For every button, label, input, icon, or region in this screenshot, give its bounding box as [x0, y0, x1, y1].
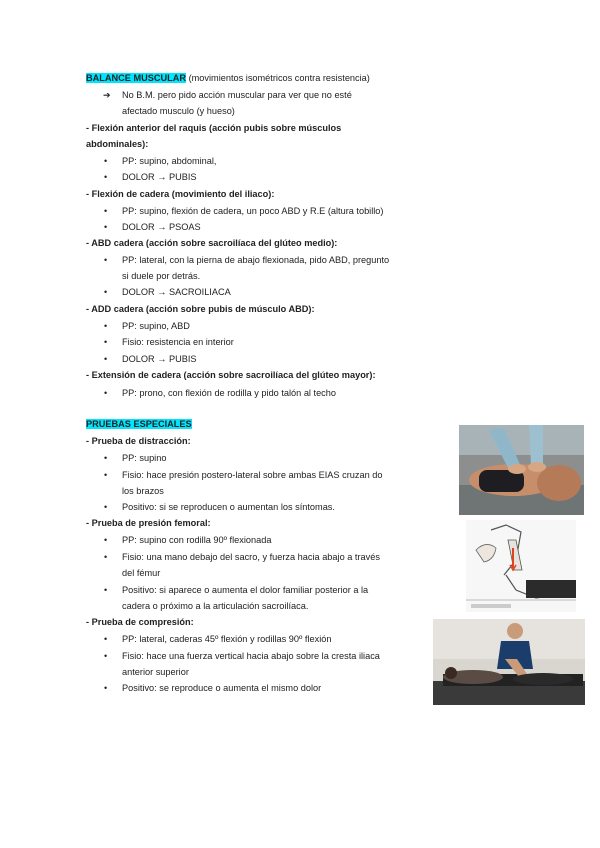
section-title: - Prueba de compresión: — [86, 617, 194, 627]
list-item: PP: supino — [122, 453, 167, 463]
arrow-item-line: afectado musculo (y hueso) — [122, 106, 235, 116]
bullet-icon: • — [104, 651, 108, 661]
bullet-icon: • — [104, 388, 108, 398]
list-item: cadera o próximo a la articulación sacroilíaca. — [122, 601, 309, 611]
list-item: DOLOR → SACROILIACA — [122, 287, 231, 297]
list-item: si duele por detrás. — [122, 271, 201, 281]
section-title: - Extensión de cadera (acción sobre sacroilíaca del glúteo mayor): — [86, 370, 376, 380]
bullet-icon: • — [104, 634, 108, 644]
section-title: - ABD cadera (acción sobre sacroilíaca del glúteo medio): — [86, 238, 338, 248]
list-item: del fémur — [122, 568, 161, 578]
list-item: PP: lateral, caderas 45º flexión y rodillas 90º flexión — [122, 634, 332, 644]
bullet-icon: • — [104, 453, 108, 463]
list-item: Fisio: hace presión postero-lateral sobre ambas EIAS cruzan do — [122, 470, 383, 480]
balance-heading-line — [86, 72, 370, 84]
pruebas-heading-line — [86, 418, 192, 430]
section-title: - ADD cadera (acción sobre pubis de músculo ABD): — [86, 304, 315, 314]
femoral-pressure-illustration — [466, 520, 576, 612]
distraction-test-photo — [459, 425, 584, 515]
compression-test-photo — [433, 619, 585, 705]
bullet-icon: • — [104, 535, 108, 545]
bullet-icon: • — [104, 552, 108, 562]
section-title: - Prueba de presión femoral: — [86, 518, 211, 528]
list-item: PP: supino, abdominal, — [122, 156, 217, 166]
list-item: los brazos — [122, 486, 164, 496]
list-item: anterior superior — [122, 667, 189, 677]
section-title: - Prueba de distracción: — [86, 436, 191, 446]
list-item: PP: supino con rodilla 90º flexionada — [122, 535, 272, 545]
bullet-icon: • — [104, 354, 108, 364]
bullet-icon: • — [104, 321, 108, 331]
list-item: Fisio: resistencia en interior — [122, 337, 234, 347]
bullet-icon: • — [104, 156, 108, 166]
bullet-icon: • — [104, 337, 108, 347]
list-item: Positivo: si se reproducen o aumentan los síntomas. — [122, 502, 335, 512]
list-item: PP: prono, con flexión de rodilla y pido talón al techo — [122, 388, 336, 398]
bullet-icon: • — [104, 683, 108, 693]
list-item: Fisio: una mano debajo del sacro, y fuerza hacia abajo a través — [122, 552, 380, 562]
list-item: DOLOR → PSOAS — [122, 222, 201, 232]
bullet-icon: • — [104, 287, 108, 297]
list-item: DOLOR → PUBIS — [122, 354, 197, 364]
balance-heading: BALANCE MUSCULAR — [86, 73, 187, 83]
bullet-icon: • — [104, 255, 108, 265]
bullet-icon: • — [104, 502, 108, 512]
list-item: PP: lateral, con la pierna de abajo flexionada, pido ABD, pregunto — [122, 255, 390, 265]
list-item: Fisio: hace una fuerza vertical hacia abajo sobre la cresta iliaca — [122, 651, 380, 661]
list-item: Positivo: si aparece o aumenta el dolor familiar posterior a la — [122, 585, 369, 595]
list-item: PP: supino, ABD — [122, 321, 190, 331]
balance-heading-note: (movimientos isométricos contra resistencia) — [186, 73, 370, 83]
bullet-icon: • — [104, 206, 108, 216]
list-item: Positivo: se reproduce o aumenta el mismo dolor — [122, 683, 322, 693]
bullet-icon: • — [104, 470, 108, 480]
arrow-bullet-icon: ➔ — [103, 90, 111, 100]
bullet-icon: • — [104, 222, 108, 232]
section-title: - Flexión de cadera (movimiento del iliaco): — [86, 189, 275, 199]
bullet-icon: • — [104, 172, 108, 182]
list-item: DOLOR → PUBIS — [122, 172, 197, 182]
pruebas-heading: PRUEBAS ESPECIALES — [86, 419, 192, 429]
arrow-item-line: No B.M. pero pido acción muscular para ver que no esté — [122, 90, 352, 100]
section-title: abdominales): — [86, 139, 149, 149]
bullet-icon: • — [104, 585, 108, 595]
list-item: PP: supino, flexión de cadera, un poco ABD y R.E (altura tobillo) — [122, 206, 384, 216]
section-title: - Flexión anterior del raquis (acción pubis sobre músculos — [86, 123, 342, 133]
